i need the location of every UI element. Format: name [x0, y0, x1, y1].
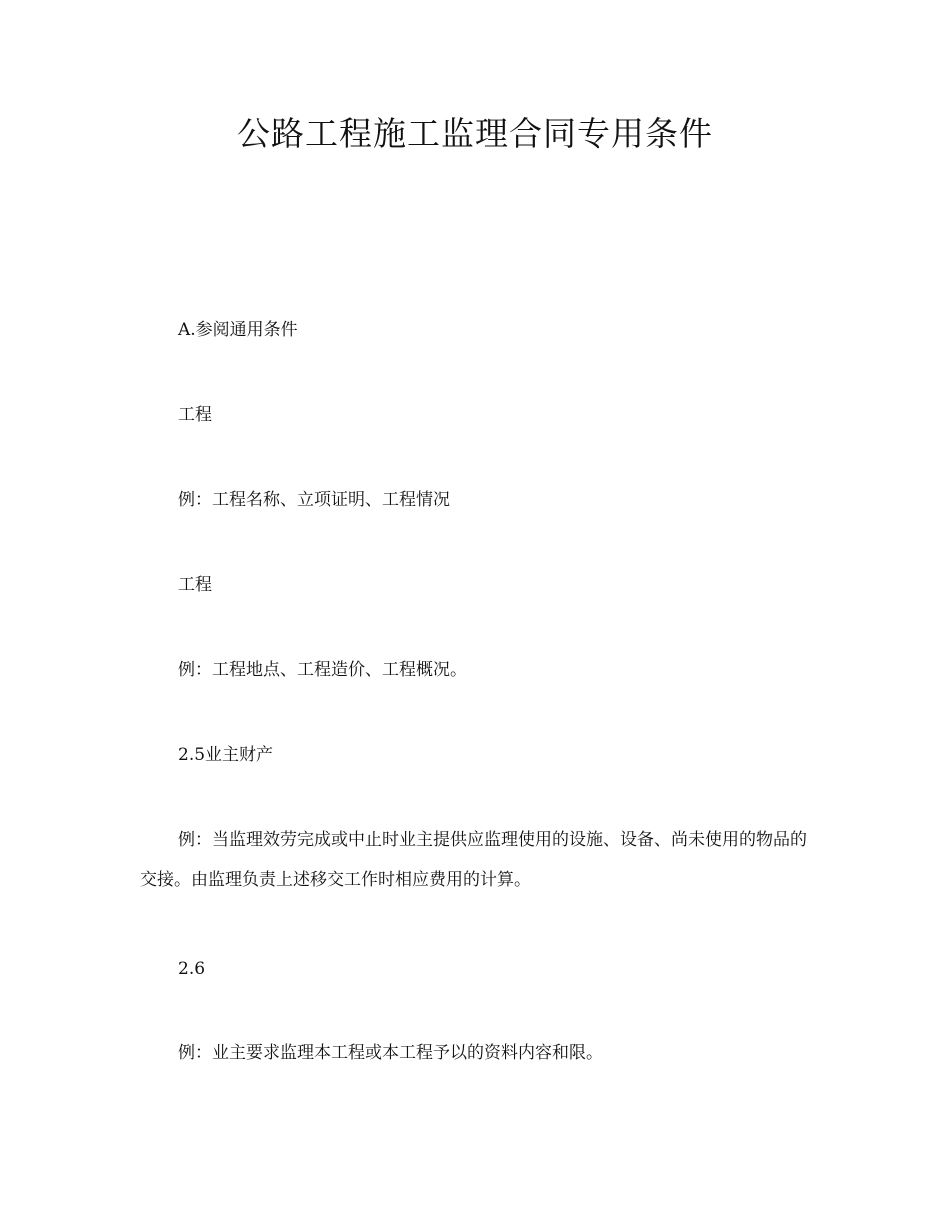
clause-heading: 2.6	[178, 959, 206, 979]
example-paragraph: 例：工程名称、立项证明、工程情况	[178, 490, 450, 510]
document-title: 公路工程施工监理合同专用条件	[237, 114, 713, 153]
example-paragraph: 例：当监理效劳完成或中止时业主提供应监理使用的设施、设备、尚未使用的物品的交接。由监理负责上述移交工作时相应费用的计算。	[140, 830, 807, 890]
paragraph: 工程	[178, 575, 212, 595]
example-paragraph: 例：业主要求监理本工程或本工程予以的资料内容和限。	[178, 1043, 603, 1063]
clause-heading: 2.5业主财产	[178, 745, 274, 765]
paragraph: 工程	[178, 405, 212, 425]
example-paragraph: 例：工程地点、工程造价、工程概况。	[178, 660, 467, 680]
section-heading: A.参阅通用条件	[178, 320, 298, 340]
